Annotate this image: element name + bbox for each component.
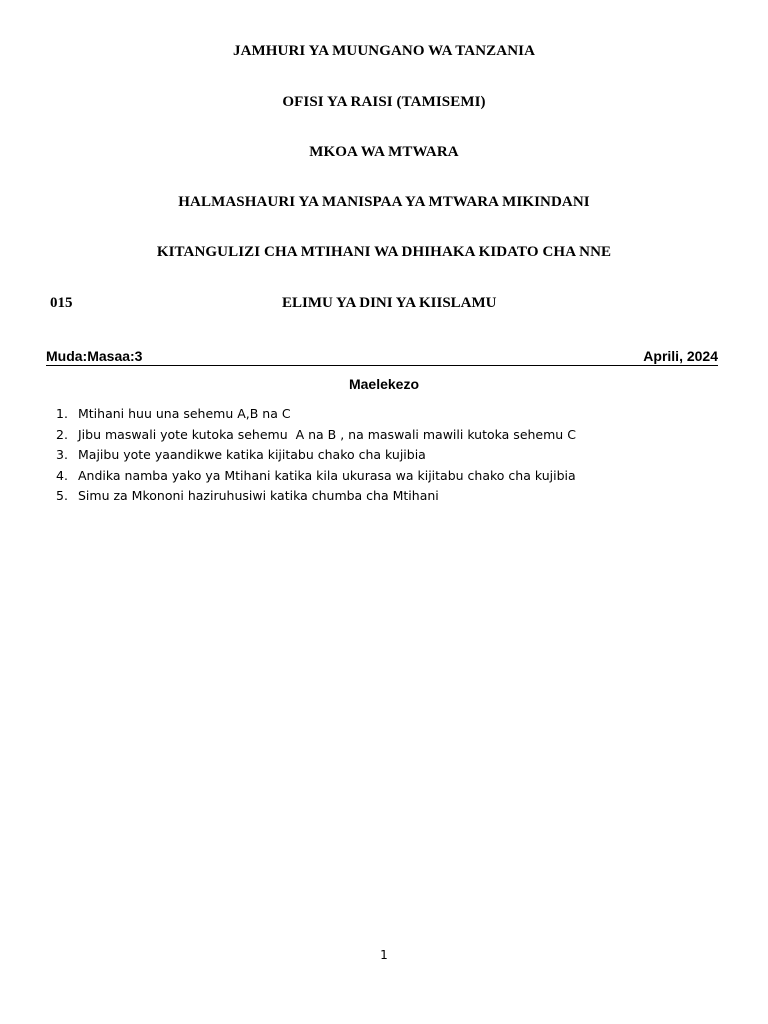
header-country: JAMHURI YA MUUNGANO WA TANZANIA [232, 43, 536, 59]
exam-duration: Muda:Masaa:3 [46, 348, 143, 364]
instruction-text: Mtihani huu una sehemu A,B na C [78, 406, 291, 421]
header-region: MKOA WA MTWARA [309, 144, 459, 160]
subject-name: ELIMU YA DINI YA KIISLAMU [282, 295, 497, 311]
instruction-number: 1. [56, 406, 68, 421]
instruction-item [56, 404, 576, 425]
instructions-title: Maelekezo [348, 376, 420, 392]
header-office: OFISI YA RAISI (TAMISEMI) [282, 94, 486, 110]
instruction-number: 4. [56, 467, 68, 483]
instruction-text: Majibu yote yaandikwe katika kijitabu chako cha kujibia [78, 447, 426, 462]
instruction-item [56, 466, 576, 487]
instructions-list [56, 404, 576, 507]
instruction-text: Simu za Mkononi haziruhusiwi katika chumba cha Mtihani [78, 488, 439, 503]
exam-meta-row [46, 348, 718, 366]
header-exam-title: KITANGULIZI CHA MTIHANI WA DHIHAKA KIDATO CHA NNE [156, 244, 612, 260]
instruction-item [56, 425, 576, 446]
page-number: 1 [380, 948, 388, 962]
instruction-text: Andika namba yako ya Mtihani katika kila ukurasa wa kijitabu chako cha kujibia [78, 467, 576, 483]
header-council: HALMASHAURI YA MANISPAA YA MTWARA MIKINDANI [178, 194, 590, 210]
instruction-number: 5. [56, 488, 68, 503]
instruction-item [56, 486, 576, 507]
instruction-text: Jibu maswali yote kutoka sehemu A na B , na maswali mawili kutoka sehemu C [78, 426, 576, 442]
instruction-number: 2. [56, 426, 68, 442]
instruction-item [56, 445, 576, 466]
exam-date: Aprili, 2024 [643, 348, 718, 364]
instruction-number: 3. [56, 447, 68, 462]
subject-code: 015 [50, 295, 73, 311]
